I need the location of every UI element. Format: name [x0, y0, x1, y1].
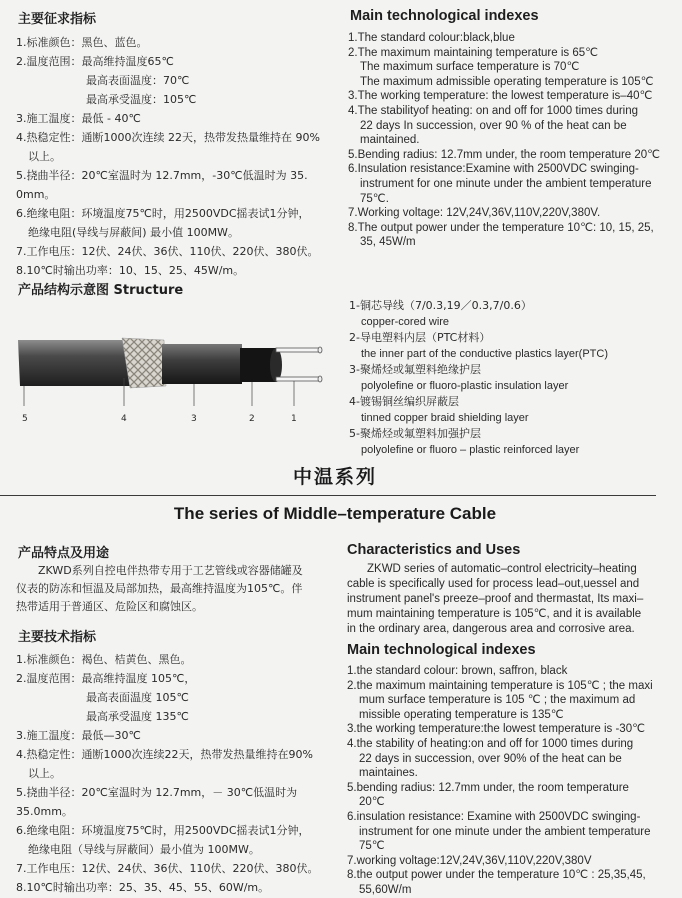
list-item: 8.10℃时输出功率：25、35、45、55、60W/m。: [16, 881, 270, 894]
en-indexes-heading-2: Main technological indexes: [347, 642, 536, 658]
list-item: 35, 45W/m: [360, 236, 416, 249]
section-divider: [0, 495, 656, 496]
callout-label: 2: [249, 414, 255, 424]
legend-item: 4-镀锡铜丝编织屏蔽层: [349, 395, 459, 408]
cn-features-heading: 产品特点及用途: [18, 546, 110, 561]
list-item: 35.0mm。: [16, 805, 73, 818]
legend-item: 1-铜芯导线（7/0.3,19／0.3,7/0.6）: [349, 299, 532, 312]
list-item: mum surface temperature is 105 ℃ ; the maximum ad: [359, 694, 636, 707]
list-item: 5.挠曲半径：20℃室温时为 12.7mm，－ 30℃低温时为: [16, 786, 298, 799]
list-item: 最高承受温度：105℃: [86, 93, 197, 106]
list-item: maintaines.: [359, 767, 418, 780]
en-features-heading: Characteristics and Uses: [347, 542, 521, 558]
list-item: 55,60W/m: [359, 883, 412, 896]
list-item: instrument for one minute under the ambient temperature: [360, 177, 652, 190]
braid-shield: [122, 338, 166, 388]
list-item: 7.Working voltage: 12V,24V,36V,110V,220V,380V.: [348, 207, 601, 220]
list-item: 最高表面温度：70℃: [86, 74, 190, 87]
legend-item: 3-聚烯烃或氟塑料绝缘护层: [349, 363, 481, 376]
list-item: 5.Bending radius: 12.7mm under, the room temperature 20℃: [348, 148, 661, 161]
list-item: 2.温度范围：最高维持温度 105℃，: [16, 672, 196, 685]
list-item: 75℃.: [360, 192, 389, 205]
structure-legend: [349, 298, 669, 458]
list-item: 6.Insulation resistance:Examine with 2500VDC swinging-: [348, 163, 639, 176]
cn-indexes-list: [16, 33, 336, 280]
legend-item: the inner part of the conductive plastics layer(PTC): [361, 348, 609, 360]
en-indexes-list: [348, 31, 670, 250]
list-item: 6.insulation resistance: Examine with 2500VDC swinging-: [347, 810, 641, 823]
callout-label: 4: [121, 414, 127, 424]
series-title-en: The series of Middle–temperature Cable: [173, 504, 497, 523]
list-item: 绝缘电阻（导线与屏蔽间）最小值为 100MW。: [28, 843, 260, 856]
list-item: missible operating temperature is 135℃: [359, 708, 564, 721]
paragraph-line: ZKWD series of automatic–control electricity–heating: [367, 563, 637, 575]
list-item: 22 days In succession, over 90 % of the heat can be: [360, 119, 627, 132]
list-item: 以上。: [28, 150, 61, 163]
paragraph-line: ZKWD系列自控电伴热带专用于工艺管线或容器储罐及: [38, 564, 303, 577]
paragraph-line: in the ordinary area, dangerous area and corrosive area.: [347, 623, 635, 635]
list-item: 1.The standard colour:black,blue: [348, 32, 515, 44]
callout-label: 1: [291, 414, 297, 424]
legend-item: copper-cored wire: [361, 316, 450, 328]
list-item: 22 days in succession, over 90% of the heat can be: [359, 752, 622, 765]
paragraph-line: 热带适用于普通区、危险区和腐蚀区。: [16, 600, 203, 613]
list-item: 7.working voltage:12V,24V,36V,110V,220V,380V: [347, 854, 592, 867]
list-item: 绝缘电阻(导线与屏蔽间) 最小值 100MW。: [28, 226, 239, 239]
legend-item: polyolefine or fluoro-plastic insulation layer: [361, 380, 569, 392]
callout-label: 3: [191, 414, 197, 424]
list-item: 8.the output power under the temperature 10℃ : 25,35,45,: [347, 869, 646, 882]
cn-features-paragraph: [16, 562, 338, 616]
list-item: maintained.: [360, 134, 420, 147]
list-item: The maximum admissible operating temperature is 105℃: [360, 75, 654, 88]
list-item: 4.The stabilityof heating: on and off for 1000 times during: [348, 104, 639, 117]
list-item: 3.the working temperature:the lowest temperature is -30℃: [347, 723, 646, 736]
paragraph-line: 仪表的防冻和恒温及局部加热，最高维持温度为105℃。伴: [16, 582, 303, 595]
list-item: 75℃: [359, 840, 385, 853]
en-features-paragraph: [347, 562, 669, 637]
list-item: 0mm。: [16, 188, 56, 201]
series-title-cn: 中温系列: [292, 466, 377, 488]
structure-heading: 产品结构示意图 Structure: [18, 283, 184, 298]
paragraph-line: mum maintaining temperature is 105℃, and it is available: [347, 608, 642, 620]
list-item: The maximum surface temperature is 70℃: [360, 61, 580, 74]
list-item: 8.The output power under the temperature 10℃: 10, 15, 25,: [348, 221, 654, 234]
list-item: 最高承受温度 135℃: [86, 710, 189, 723]
legend-item: polyolefine or fluoro – plastic reinforced layer: [361, 444, 580, 456]
insulation-layer: [162, 344, 242, 384]
list-item: 2.The maximum maintaining temperature is 65℃: [348, 46, 599, 59]
cn-indexes-heading: 主要征求指标: [18, 12, 97, 27]
list-item: 最高表面温度 105℃: [86, 691, 189, 704]
list-item: 3.The working temperature: the lowest temperature is–40℃: [348, 90, 653, 103]
list-item: 6.绝缘电阻：环境温度75℃时，用2500VDC摇表试1分钟，: [16, 824, 310, 837]
list-item: 4.热稳定性：通断1000次连续 22天，热带发热量维持在 90%: [16, 131, 320, 144]
list-item: 3.施工温度：最低 - 40℃: [16, 112, 141, 125]
list-item: 2.the maximum maintaining temperature is 105℃ ; the maxi: [347, 679, 653, 692]
list-item: 8.10℃时输出功率：10、15、25、45W/m。: [16, 264, 245, 277]
en-indexes-heading: Main technological indexes: [350, 8, 539, 24]
list-item: 20℃: [359, 796, 385, 809]
list-item: 1.标准颜色：褐色、桔黄色、黑色。: [16, 653, 192, 666]
list-item: instrument for one minute under the ambient temperature: [359, 825, 651, 838]
list-item: 2.温度范围：最高维持温度65℃: [16, 55, 174, 68]
list-item: 3.施工温度：最低—30℃: [16, 729, 141, 742]
list-item: 6.绝缘电阻：环境温度75℃时，用2500VDC摇表试1分钟，: [16, 207, 310, 220]
cable-structure-diagram: [14, 318, 329, 430]
list-item: 1.标准颜色：黑色、蓝色。: [16, 36, 148, 49]
list-item: 5.挠曲半径：20℃室温时为 12.7mm，-30℃低温时为 35.: [16, 169, 308, 182]
cn-indexes-list-2: [16, 650, 338, 897]
callout-label: 5: [22, 414, 28, 424]
list-item: 以上。: [28, 767, 61, 780]
paragraph-line: instrument panel's preeze–proof and thermastat, Its maxi–: [347, 593, 644, 605]
en-indexes-list-2: [347, 664, 669, 898]
list-item: 5.bending radius: 12.7mm under, the room temperature: [347, 781, 629, 794]
outer-jacket: [18, 340, 132, 386]
list-item: 1.the standard colour: brown, saffron, black: [347, 665, 568, 677]
copper-wires: [276, 347, 322, 382]
legend-item: tinned copper braid shielding layer: [361, 412, 529, 424]
legend-item: 5-聚烯烃或氟塑料加强护层: [349, 427, 481, 440]
list-item: 7.工作电压：12伏、24伏、36伏、110伏、220伏、380伏。: [16, 862, 319, 875]
list-item: 4.热稳定性：通断1000次连续22天，热带发热量维持在90%: [16, 748, 313, 761]
list-item: 4.the stability of heating:on and off for 1000 times during: [347, 737, 634, 750]
list-item: 7.工作电压：12伏、24伏、36伏、110伏、220伏、380伏。: [16, 245, 319, 258]
paragraph-line: cable is specifically used for process lead–out,uessel and: [347, 578, 640, 590]
legend-item: 2-导电塑料内层（PTC材料）: [349, 331, 491, 344]
cn-indexes-heading-2: 主要技术指标: [18, 630, 97, 645]
